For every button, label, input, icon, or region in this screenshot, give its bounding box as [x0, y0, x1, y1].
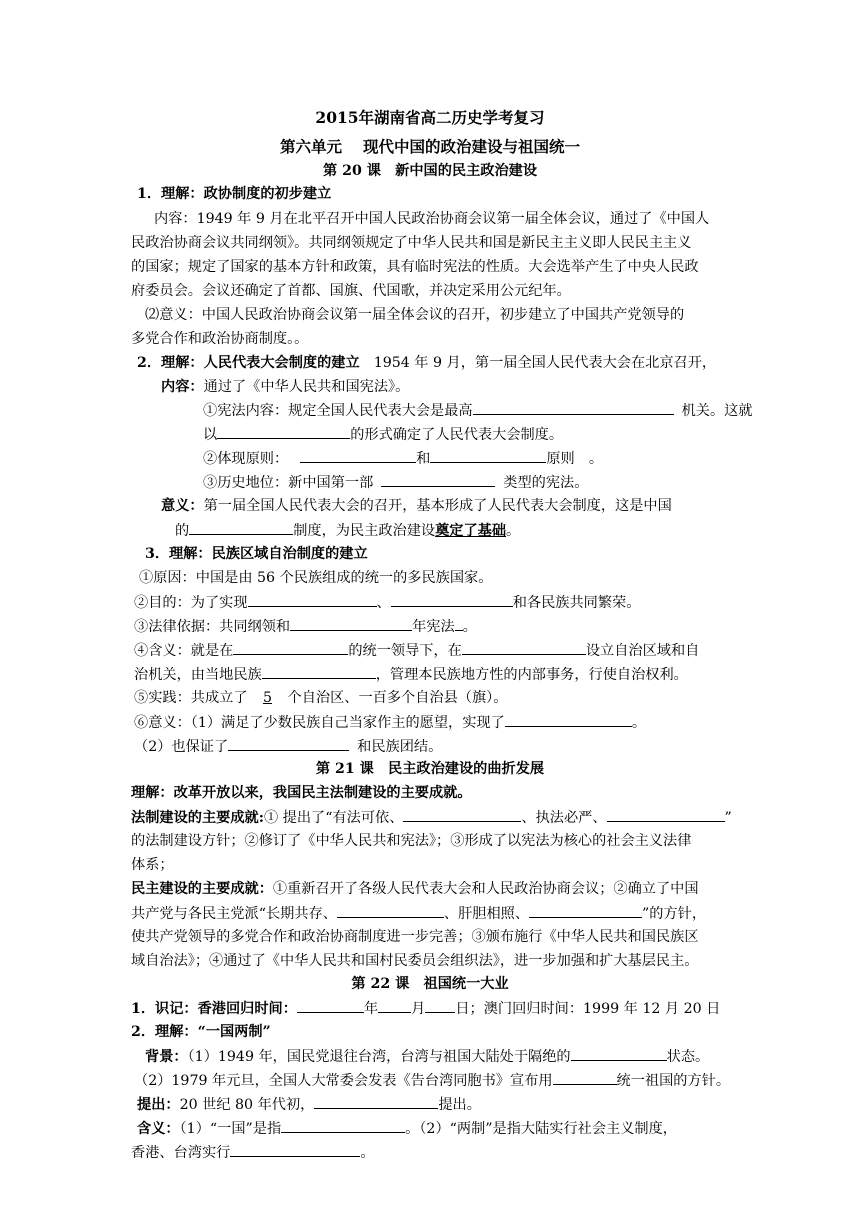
text-segment: 制度，为民主政治建设	[293, 523, 436, 539]
text-segment: ① 提出了“有法可依、	[263, 810, 404, 826]
item-line: ①原因：中国是由 56 个民族组成的统一的多民族国家。	[139, 570, 493, 586]
content-label: 内容：	[161, 379, 204, 395]
democracy-line	[131, 902, 706, 925]
meaning-label: 含义：	[137, 1121, 180, 1137]
law-line	[131, 806, 732, 829]
text-segment: 香港、台湾实行	[131, 1145, 231, 1161]
fill-blank[interactable]	[553, 1069, 617, 1085]
background-label: 背景：	[145, 1049, 188, 1065]
text-segment: 。	[631, 715, 647, 731]
section-2-heading-rest: 1954 年 9 月，第一届全国人民代表大会在北京召开，	[373, 355, 717, 371]
text-segment: 和各民族共同繁荣。	[512, 595, 641, 611]
significance-label: 意义：	[161, 498, 204, 514]
item-line	[134, 591, 640, 614]
text-segment: 。	[360, 1145, 375, 1161]
item-line	[134, 735, 442, 758]
fill-blank[interactable]	[297, 997, 364, 1013]
text-segment: ②体现原则：	[203, 451, 289, 467]
fill-blank[interactable]	[391, 591, 513, 607]
fill-blank[interactable]	[425, 997, 455, 1013]
lesson-20-title: 第 20 课 新中国的民主政治建设	[322, 163, 538, 179]
text-segment: 状态。	[666, 1049, 710, 1065]
text-segment: ”	[724, 810, 732, 826]
text-segment: 。	[506, 523, 521, 539]
text-segment: 统一祖国的方针。	[616, 1073, 731, 1089]
item-line	[203, 423, 563, 446]
content-line	[161, 376, 409, 398]
text-segment: 第一届全国人民代表大会的召开，基本形成了人民代表大会制度，这是中国	[203, 498, 672, 514]
section-2-heading	[137, 352, 716, 374]
significance-line	[161, 495, 672, 517]
fill-blank[interactable]	[281, 1117, 405, 1133]
text-segment: ④含义：就是在	[134, 643, 234, 659]
proposal-label: 提出：	[137, 1097, 180, 1113]
content-text: 通过了《中华人民共和国宪法》。	[203, 379, 410, 395]
item-line	[134, 687, 507, 709]
fill-blank[interactable]	[290, 615, 412, 631]
fill-blank[interactable]	[300, 447, 416, 463]
text-segment: 日；澳门回归时间：1999 年 12 月 20 日	[455, 1001, 721, 1017]
fill-blank[interactable]	[571, 1045, 667, 1061]
paragraph-line: 内容：1949 年 9 月在北平召开中国人民政治协商会议第一届全体会议，通过了《中国人	[154, 211, 710, 227]
item-line	[134, 639, 699, 662]
underlined-emphasis: 奠定了基础	[435, 523, 507, 539]
text-segment: 提出。	[438, 1097, 481, 1113]
text-segment: 和	[416, 451, 431, 467]
background-line	[134, 1069, 730, 1092]
text-segment: 的统一领导下，在	[348, 643, 462, 659]
one-country-heading: 2．理解：“一国两制”	[131, 1024, 271, 1040]
text-segment: （2）也保证了	[134, 739, 229, 755]
fill-blank[interactable]	[462, 639, 586, 655]
paragraph-line: 的国家；规定了国家的基本方针和政策，具有临时宪法的性质。大会选举产生了中央人民政	[131, 259, 699, 275]
text-segment: （1）1949 年，国民党退往台湾，台湾与祖国大陆处于隔绝的	[187, 1049, 571, 1065]
text-segment: （1）“一国”是指	[179, 1121, 282, 1137]
text-segment: 。	[462, 619, 477, 635]
section-3-heading: 3．理解：民族区域自治制度的建立	[145, 546, 368, 562]
section-2-heading-bold: 2．理解：人民代表大会制度的建立	[137, 355, 360, 371]
text-segment: 20 世纪 80 年代初，	[179, 1097, 315, 1113]
fill-blank[interactable]	[230, 1141, 360, 1157]
text-segment: 1．识记：香港回归时间：	[131, 1001, 297, 1017]
text-segment: ①宪法内容：规定全国人民代表大会是最高	[203, 403, 473, 419]
fill-blank[interactable]	[233, 639, 348, 655]
text-segment: （2）1979 年元旦，全国人大常委会发表《告台湾同胞书》宣布用	[134, 1073, 553, 1089]
fill-blank[interactable]	[455, 615, 463, 631]
fill-blank[interactable]	[217, 423, 350, 439]
text-segment: 、肝胆相照、	[443, 906, 530, 922]
fill-blank[interactable]	[337, 902, 444, 918]
text-segment: 的形式确定了人民代表大会制度。	[350, 427, 564, 443]
text-segment: ，管理本民族地方性的内部事务，行使自治权利。	[375, 667, 688, 683]
text-segment: ③法律依据：共同纲领和	[134, 619, 291, 635]
text-segment: 和民族团结。	[357, 739, 443, 755]
text-segment: 设立自治区域和自	[585, 643, 700, 659]
text-segment: 类型的宪法。	[503, 475, 589, 491]
text-segment: ⑤实践：共成立了	[134, 690, 248, 706]
lesson-21-title: 第 21 课 民主政治建设的曲折发展	[315, 761, 545, 777]
text-segment: 月	[411, 1001, 426, 1017]
significance-line	[175, 519, 520, 542]
text-segment: 、执法必严、	[521, 810, 607, 826]
underlined-answer: 5	[263, 690, 273, 706]
fill-blank[interactable]	[228, 735, 349, 751]
text-segment: 原则 。	[546, 451, 604, 467]
document-title: 2015年湖南省高二历史学考复习	[315, 108, 545, 127]
text-segment: 、	[376, 595, 391, 611]
democracy-label: 民主建设的主要成就：	[131, 881, 273, 897]
text-segment: ⑥意义：（1）满足了少数民族自己当家作主的愿望，实现了	[134, 715, 505, 731]
item-line	[134, 615, 477, 638]
unit-title: 第六单元 现代中国的政治建设与祖国统一	[280, 137, 580, 156]
fill-blank[interactable]	[430, 447, 546, 463]
item-line	[203, 399, 753, 422]
paragraph-line: 府委员会。会议还确定了首都、国旗、代国歌，并决定采用公元纪年。	[131, 283, 571, 299]
item-line	[134, 711, 646, 734]
text-segment: ②目的：为了实现	[134, 595, 248, 611]
text-segment: 个自治区、一百多个自治县（旗）。	[287, 690, 508, 706]
democracy-line	[131, 878, 699, 900]
text-segment: 年	[363, 1001, 379, 1017]
paragraph-line: ⑵意义：中国人民政治协商会议第一届全体会议的召开，初步建立了中国共产党领导的	[145, 307, 685, 323]
fill-blank[interactable]	[529, 902, 642, 918]
paragraph-line: 民政治协商会议共同纲领》。共同纲领规定了中华人民共和国是新民主主义即人民民主主义	[131, 235, 692, 251]
text-segment: 机关。这就	[681, 403, 753, 419]
paragraph-line: 的法制建设方针；②修订了《中华人民共和宪法》；③形成了以宪法为核心的社会主义法律	[131, 833, 692, 849]
fill-blank[interactable]	[473, 399, 674, 415]
fill-blank[interactable]	[403, 806, 521, 822]
proposal-line	[137, 1093, 481, 1116]
law-label: 法制建设的主要成就:	[131, 810, 264, 826]
background-line	[145, 1045, 709, 1068]
paragraph-line: 多党合作和政治协商制度。。	[131, 331, 309, 347]
text-segment: ③历史地位：新中国第一部	[203, 475, 374, 491]
item-line	[134, 663, 688, 686]
item-line	[203, 447, 603, 470]
fill-blank[interactable]	[378, 997, 411, 1013]
fill-blank[interactable]	[314, 1093, 438, 1109]
text-segment: ”的方针，	[642, 906, 707, 922]
paragraph-line: 域自治法》；④通过了《中华人民共和国村民委员会组织法》，进一步加强和扩大基层民主。	[131, 953, 699, 969]
text-segment: 年宪法	[412, 619, 455, 635]
section-1-heading: 1．理解：政协制度的初步建立	[137, 186, 332, 202]
fill-blank[interactable]	[248, 591, 377, 607]
handover-line	[131, 997, 720, 1020]
fill-blank[interactable]	[262, 663, 376, 679]
text-segment: 。（2）“两制”是指大陆实行社会主义制度，	[405, 1121, 677, 1137]
text-segment: 的	[175, 523, 190, 539]
text-segment: 共产党与各民主党派“长期共存、	[131, 906, 337, 922]
lesson-22-title: 第 22 课 祖国统一大业	[351, 976, 509, 992]
fill-blank[interactable]	[189, 519, 293, 535]
meaning-line	[131, 1141, 375, 1164]
text-segment: ①重新召开了各级人民代表大会和人民政治协商会议；②确立了中国	[272, 881, 699, 897]
fill-blank[interactable]	[607, 806, 725, 822]
lesson-21-heading: 理解：改革开放以来，我国民主法制建设的主要成就。	[131, 785, 472, 801]
fill-blank[interactable]	[505, 711, 632, 727]
paragraph-line: 使共产党领导的多党合作和政治协商制度进一步完善；③颁布施行《中华人民共和国民族区	[131, 929, 699, 945]
paragraph-line: 体系；	[131, 857, 174, 873]
item-line	[203, 471, 588, 494]
fill-blank[interactable]	[381, 471, 495, 487]
text-segment: 以	[203, 427, 218, 443]
meaning-line	[137, 1117, 677, 1140]
text-segment: 治机关，由当地民族	[134, 667, 262, 683]
